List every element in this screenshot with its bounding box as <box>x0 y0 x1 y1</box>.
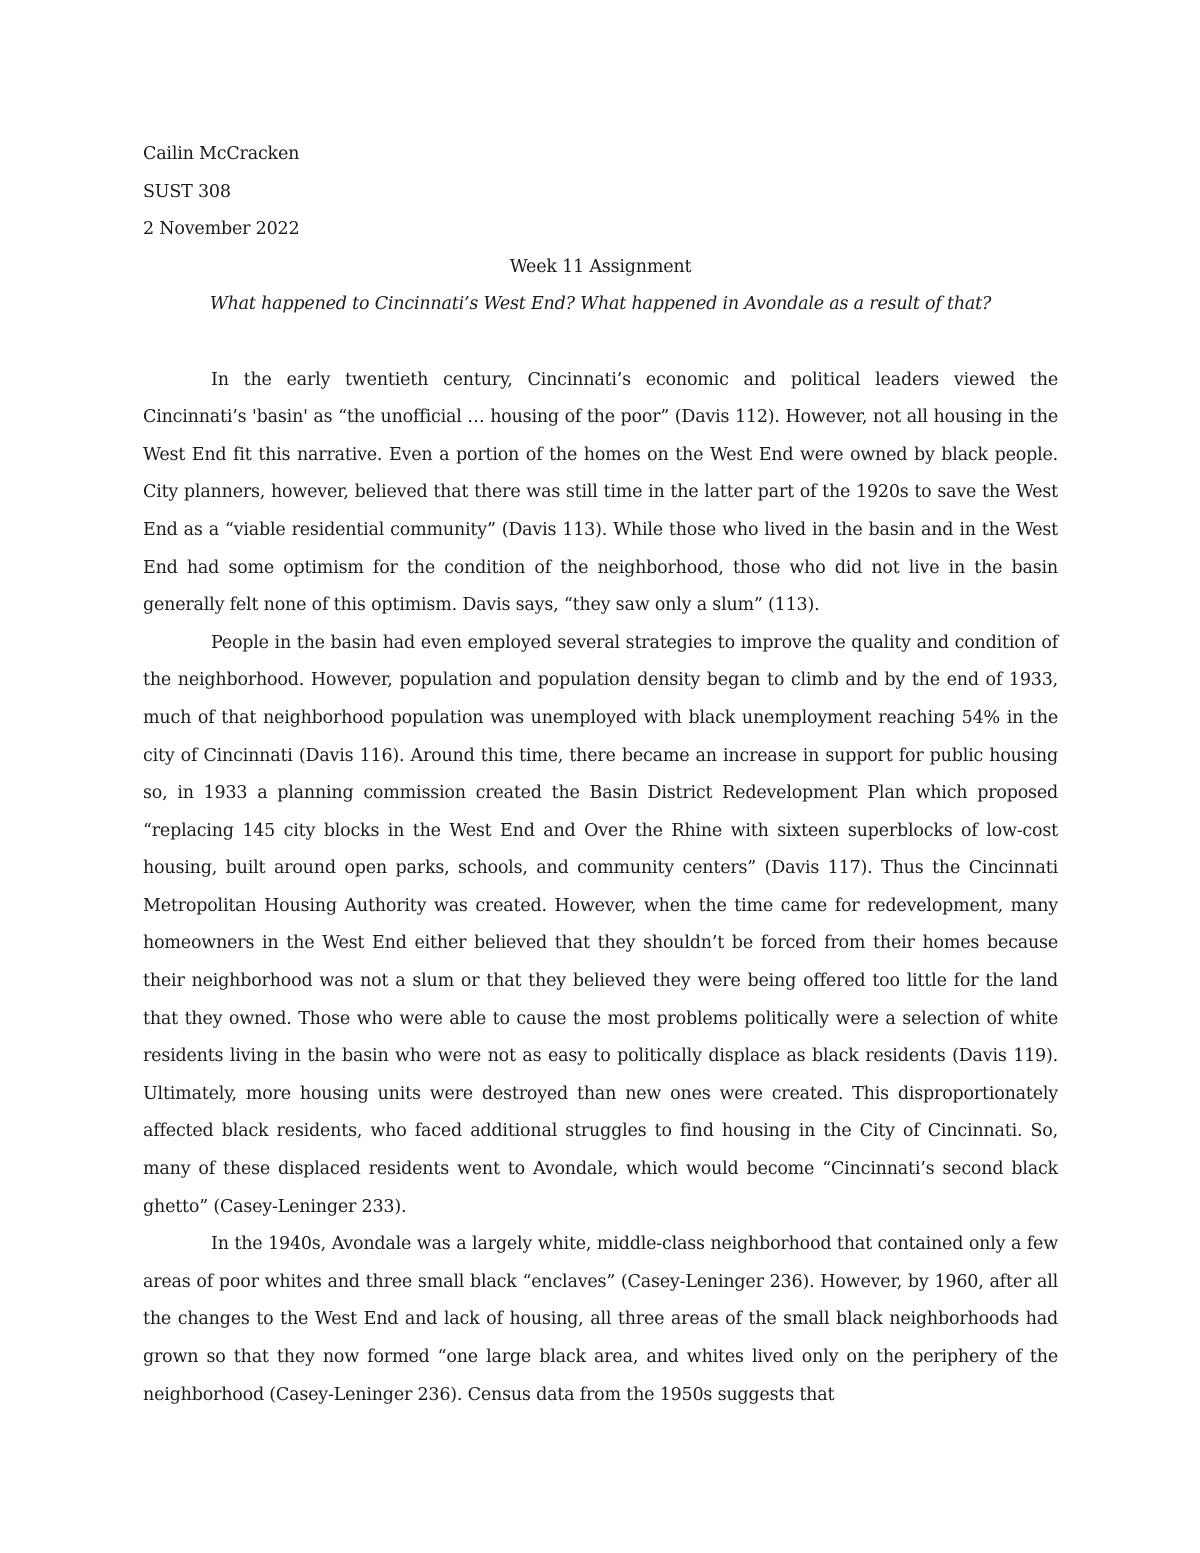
assignment-date: 2 November 2022 <box>143 219 300 240</box>
assignment-title: Week 11 Assignment <box>509 256 692 277</box>
author-name: Cailin McCracken <box>143 144 300 164</box>
assignment-question: What happened to Cincinnati’s West End? What happened in Avondale as a result of that? <box>209 294 992 315</box>
paragraph-1: In the early twentieth century, Cincinnati’s economic and political leaders viewed the Cincinnati’s 'basin' as “the unofficial … housing of the poor” (Davis 112). However, not all housing in the West End fit this narrative. Even a portion of the homes on the West End were owned by black people. City planners, however, believed that there was still time in the latter part of the 1920s to save the West End as a “viable residential community” (Davis 113). While those who lived in the basin and in the West End had some optimism for the condition of the neighborhood, those who did not live in the basin generally felt none of this optimism. Davis says, “they saw only a slum” (113). <box>143 369 1058 616</box>
paragraph-2: People in the basin had even employed several strategies to improve the quality and condition of the neighborhood. However, population and population density began to climb and by the end of 1933, much of that neighborhood population was unemployed with black unemployment reaching 54% in the city of Cincinnati (Davis 116). Around this time, there became an increase in support for public housing so, in 1933 a planning commission created the Basin District Redevelopment Plan which proposed “replacing 145 city blocks in the West End and Over the Rhine with sixteen superblocks of low-cost housing, built around open parks, schools, and community centers” (Davis 117). Thus the Cincinnati Metropolitan Housing Authority was created. However, when the time came for redevelopment, many homeowners in the West End either believed that they shouldn’t be forced from their homes because their neighborhood was not a slum or that they believed they were being offered too little for the land that they owned. Those who were able to cause the most problems politically were a selection of white residents living in the basin who were not as easy to politically displace as black residents (Davis 119). Ultimately, more housing units were destroyed than new ones were created. This disproportionately affected black residents, who faced additional struggles to find housing in the City of Cincinnati. So, many of these displaced residents went to Avondale, which would become “Cincinnati’s second black ghetto” (Casey-Leninger 233). <box>143 632 1058 1217</box>
paragraph-3: In the 1940s, Avondale was a largely white, middle-class neighborhood that contained only a few areas of poor whites and three small black “enclaves” (Casey-Leninger 236). However, by 1960, after all the changes to the West End and lack of housing, all three areas of the small black neighborhoods had grown so that they now formed “one large black area, and whites lived only on the periphery of the neighborhood (Casey-Leninger 236). Census data from the 1950s suggests that <box>143 1234 1058 1405</box>
document-body <box>143 136 1058 1414</box>
course-code: SUST 308 <box>143 181 231 202</box>
